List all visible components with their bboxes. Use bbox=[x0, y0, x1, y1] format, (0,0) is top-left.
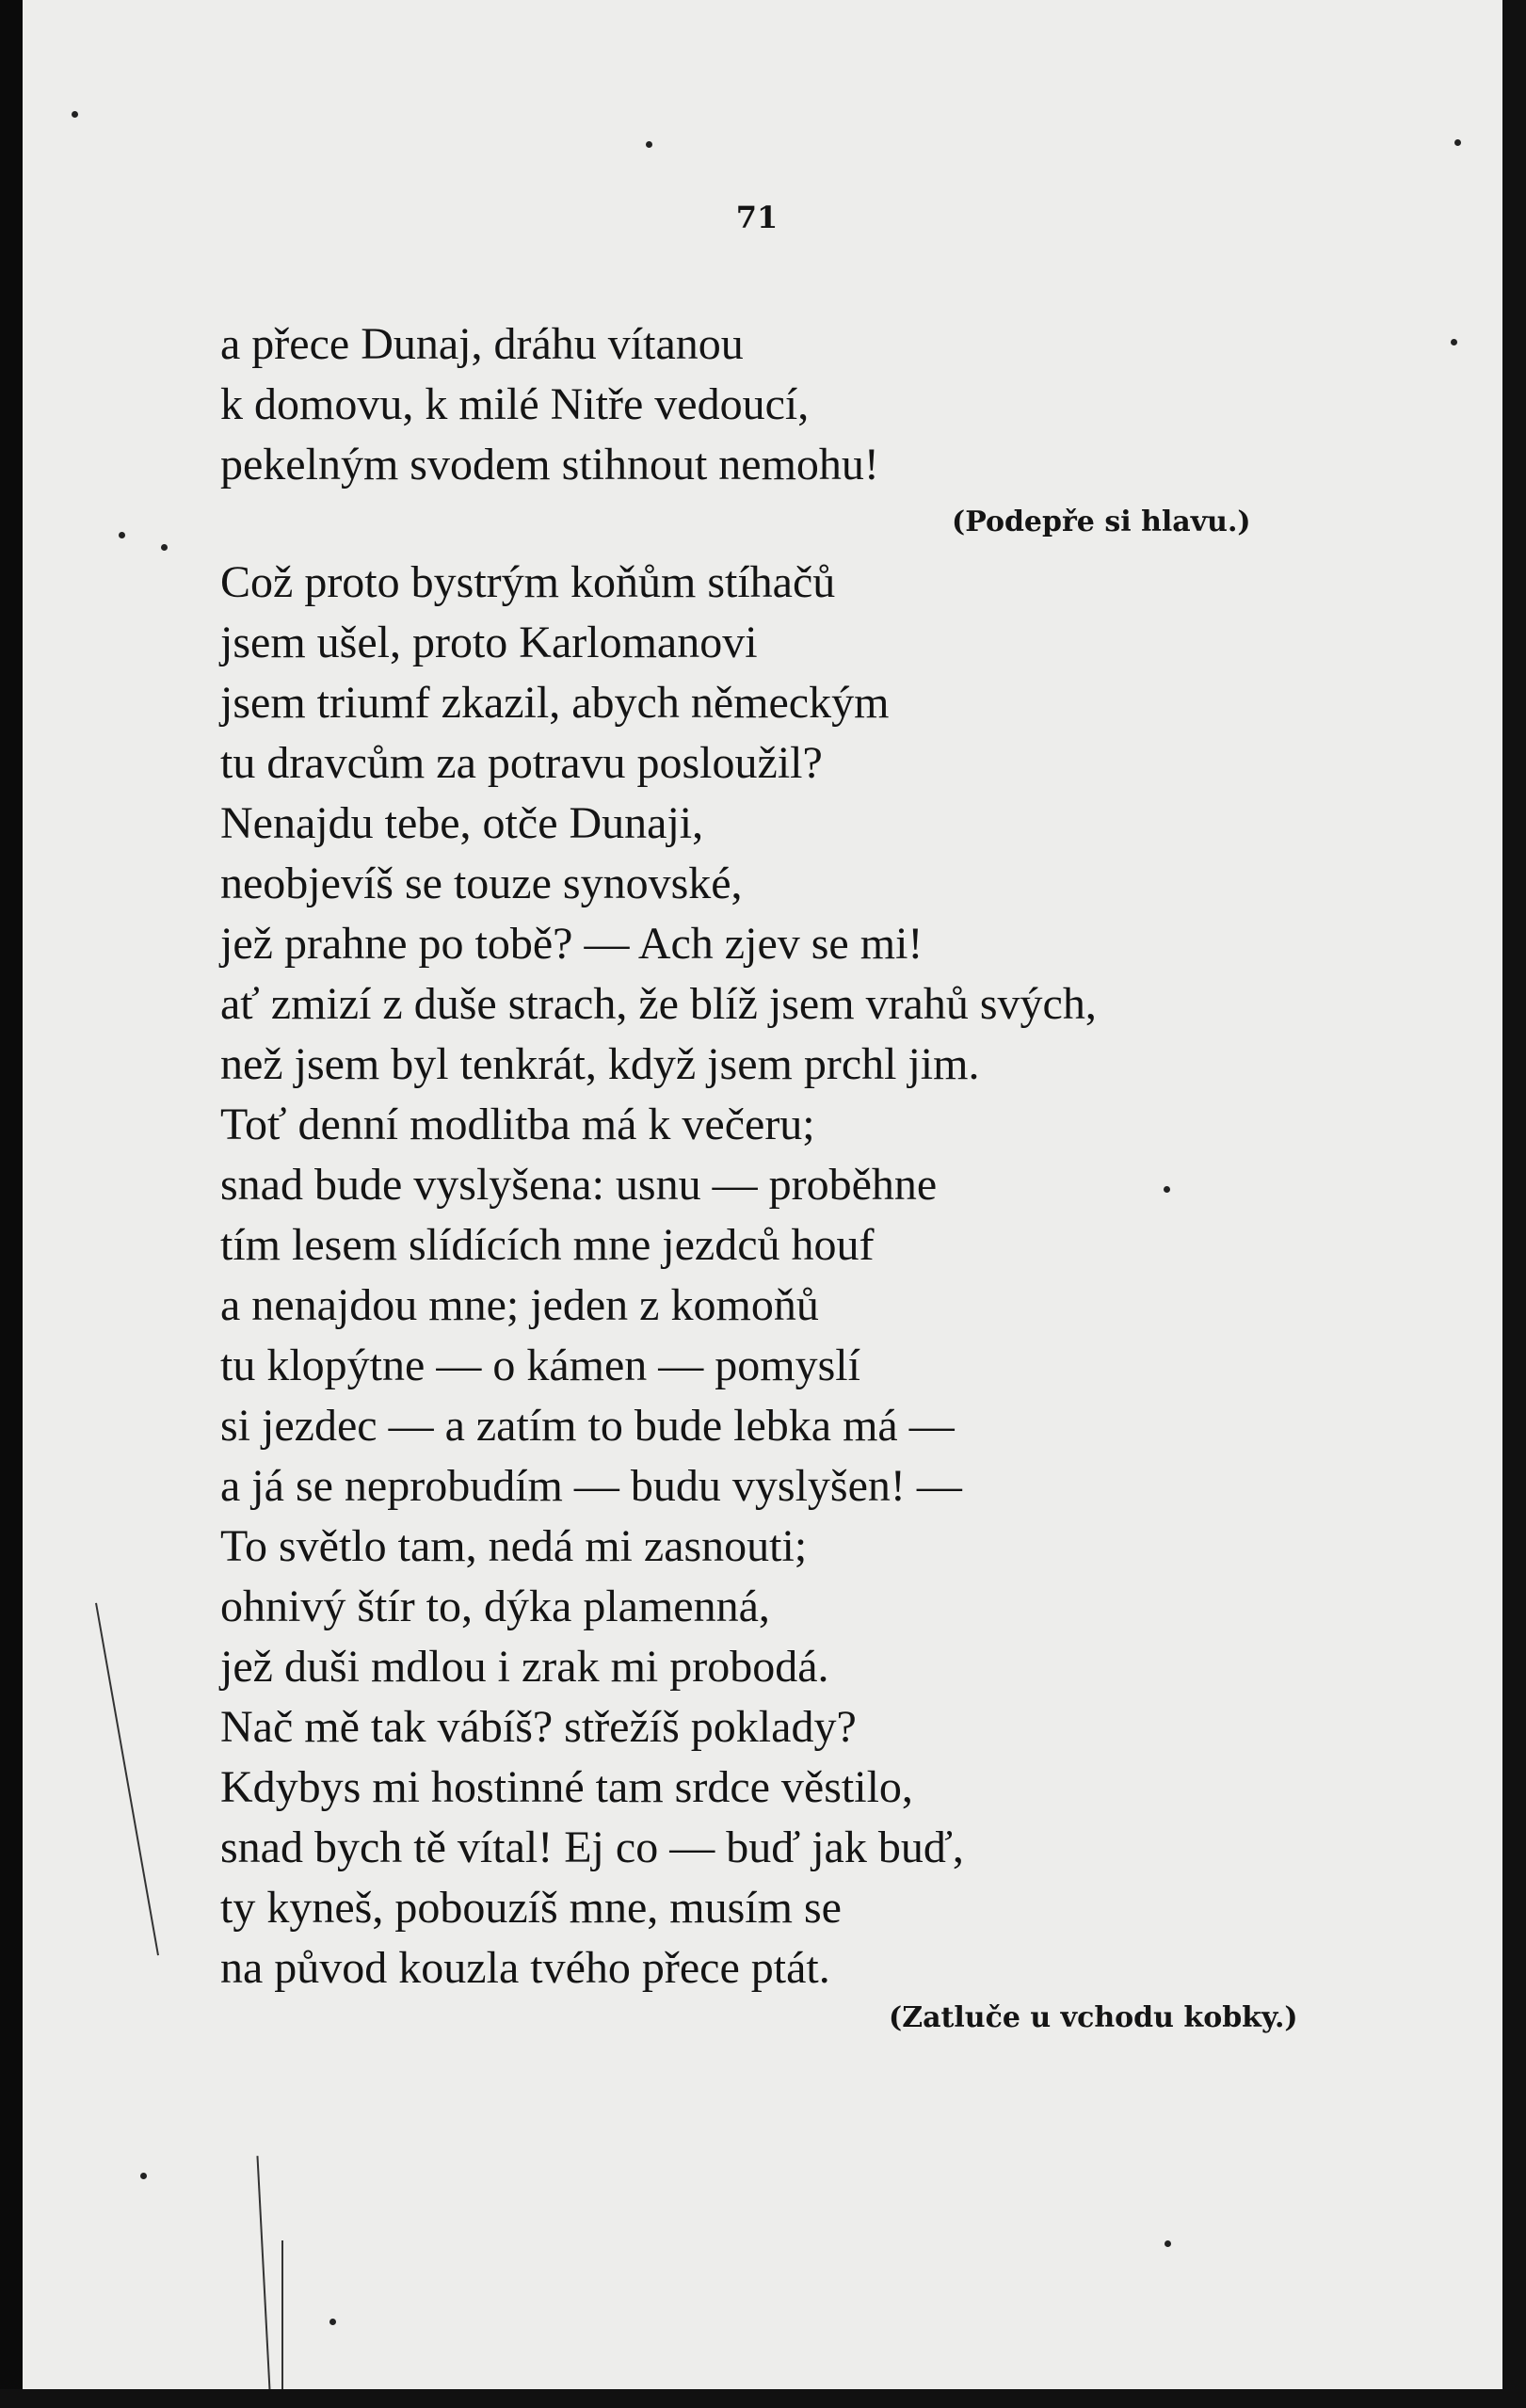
verse-line: na původ kouzla tvého přece ptát. bbox=[220, 1943, 830, 1993]
verse-line: Toť denní modlitba má k večeru; bbox=[220, 1100, 815, 1149]
verse-line: jež prahne po tobě? — Ach zjev se mi! bbox=[220, 919, 924, 969]
scan-speck bbox=[646, 141, 652, 148]
verse-line: a já se neprobudím — budu vyslyšen! — bbox=[220, 1461, 962, 1511]
scan-speck bbox=[119, 532, 125, 538]
scan-scratch bbox=[281, 2240, 283, 2389]
verse-line: neobjevíš se touze synovské, bbox=[220, 859, 743, 908]
verse-line: ať zmizí z duše strach, že blíž jsem vrahů svých, bbox=[220, 979, 1097, 1029]
verse-line: jež duši mdlou i zrak mi probodá. bbox=[220, 1642, 829, 1692]
verse-line: snad bude vyslyšena: usnu — proběhne bbox=[220, 1160, 938, 1210]
verse-line: jsem triumf zkazil, abych německým bbox=[220, 678, 890, 728]
verse-line: pekelným svodem stihnout nemohu! bbox=[220, 440, 879, 490]
verse-line: Nenajdu tebe, otče Dunaji, bbox=[220, 798, 704, 848]
verse-line: tu dravcům za potravu posloužil? bbox=[220, 738, 823, 788]
verse-line: Což proto bystrým koňům stíhačů bbox=[220, 557, 836, 607]
verse-line: a nenajdou mne; jeden z komoňů bbox=[220, 1280, 819, 1330]
scan-speck bbox=[1454, 139, 1461, 146]
scan-scratch bbox=[256, 2156, 270, 2389]
page-number: 71 bbox=[735, 200, 779, 235]
scan-speck bbox=[1164, 1186, 1170, 1193]
verse-line: Nač mě tak vábíš? střežíš poklady? bbox=[220, 1702, 857, 1752]
book-page bbox=[23, 0, 1520, 2389]
verse-line: ty kyneš, pobouzíš mne, musím se bbox=[220, 1883, 842, 1933]
verse-line: tím lesem slídících mne jezdců houf bbox=[220, 1220, 875, 1270]
stage-direction: (Podepře si hlavu.) bbox=[952, 506, 1251, 538]
scan-speck bbox=[329, 2319, 336, 2325]
scan-speck bbox=[1451, 339, 1457, 345]
verse-line: tu klopýtne — o kámen — pomyslí bbox=[220, 1340, 860, 1390]
scan-scratch bbox=[95, 1603, 159, 1956]
verse-line: k domovu, k milé Nitře vedoucí, bbox=[220, 379, 810, 429]
scan-speck bbox=[72, 111, 78, 118]
scan-speck bbox=[140, 2173, 147, 2179]
verse-line: než jsem byl tenkrát, když jsem prchl jim. bbox=[220, 1039, 980, 1089]
stage-direction: (Zatluče u vchodu kobky.) bbox=[889, 2001, 1298, 2034]
verse-line: a přece Dunaj, dráhu vítanou bbox=[220, 319, 744, 369]
verse-line: jsem ušel, proto Karlomanovi bbox=[220, 618, 758, 667]
verse-line: snad bych tě vítal! Ej co — buď jak buď, bbox=[220, 1822, 964, 1872]
scan-border-right bbox=[1502, 0, 1526, 2408]
scan-speck bbox=[1165, 2240, 1171, 2247]
verse-line: ohnivý štír to, dýka plamenná, bbox=[220, 1581, 770, 1631]
scan-speck bbox=[161, 544, 168, 551]
verse-line: Kdybys mi hostinné tam srdce věstilo, bbox=[220, 1762, 913, 1812]
verse-line: si jezdec — a zatím to bude lebka má — bbox=[220, 1401, 955, 1451]
scan-border-bottom bbox=[0, 2389, 1526, 2408]
verse-line: To světlo tam, nedá mi zasnouti; bbox=[220, 1521, 808, 1571]
